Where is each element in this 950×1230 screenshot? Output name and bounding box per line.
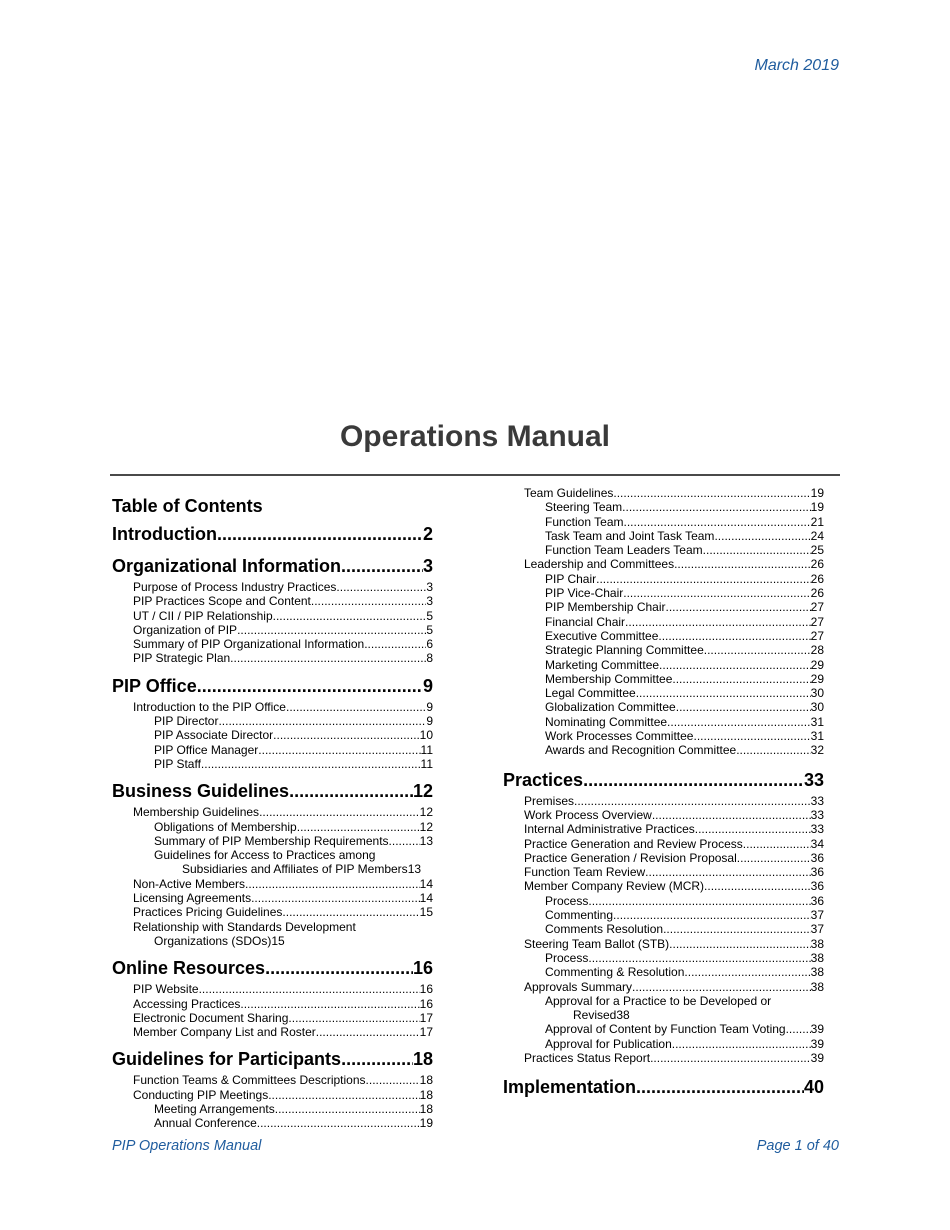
toc-entry[interactable] xyxy=(503,686,824,700)
toc-entry-page: 38 xyxy=(810,936,824,951)
toc-entry[interactable] xyxy=(503,908,824,922)
toc-entry[interactable] xyxy=(112,877,433,891)
toc-entry-page: 26 xyxy=(810,557,824,572)
toc-entry[interactable] xyxy=(503,658,824,672)
toc-entry-title: PIP Director xyxy=(154,714,219,729)
toc-entry-page: 29 xyxy=(810,671,824,686)
toc-leader-dots xyxy=(596,572,811,586)
toc-entry-title: Comments Resolution xyxy=(545,922,664,937)
toc-entry[interactable] xyxy=(112,594,433,608)
toc-entry-title: PIP Staff xyxy=(154,756,201,771)
toc-entry-title: Team Guidelines xyxy=(524,486,614,500)
toc-entry-page: 9 xyxy=(426,699,433,714)
toc-leader-dots xyxy=(667,715,811,729)
toc-section[interactable] xyxy=(112,1047,433,1071)
toc-entry[interactable] xyxy=(503,937,824,951)
toc-entry-page: 27 xyxy=(810,628,824,643)
toc-entry-page: 9 xyxy=(426,714,433,729)
toc-leader-dots xyxy=(672,1037,811,1051)
toc-entry-title: Approvals Summary xyxy=(524,979,633,994)
toc-entry[interactable] xyxy=(112,623,433,637)
toc-entry-page: 18 xyxy=(419,1073,433,1088)
toc-leader-dots xyxy=(693,729,810,743)
toc-entry-page: 39 xyxy=(810,1050,824,1065)
toc-entry-title: Leadership and Committees xyxy=(524,557,675,572)
toc-entry[interactable] xyxy=(112,1102,433,1116)
toc-entry-title: Membership Committee xyxy=(545,671,673,686)
toc-entry-title: Globalization Committee xyxy=(545,700,676,715)
toc-entry-title: Guidelines for Participants xyxy=(112,1049,342,1070)
toc-entry-title: Membership Guidelines xyxy=(133,805,260,820)
toc-entry[interactable] xyxy=(503,715,824,729)
toc-entry-title: Introduction xyxy=(112,524,217,544)
toc-entry-title: Marketing Committee xyxy=(545,657,660,672)
toc-entry[interactable] xyxy=(112,580,433,594)
toc-entry[interactable] xyxy=(503,615,824,629)
toc-entry-page: 33 xyxy=(803,769,824,790)
toc-entry[interactable] xyxy=(112,1073,433,1087)
toc-leader-dots xyxy=(624,515,811,529)
toc-entry-title: Online Resources xyxy=(112,958,266,979)
toc-entry-page: 8 xyxy=(426,651,433,666)
toc-entry[interactable] xyxy=(503,486,824,500)
toc-entry-page: 34 xyxy=(810,836,824,851)
toc-entry[interactable] xyxy=(112,757,433,771)
toc-leader-dots xyxy=(217,522,423,546)
toc-entry-title: Obligations of Membership xyxy=(154,819,297,834)
toc-entry-page: 3 xyxy=(426,594,433,609)
toc-entry-title: Organizational Information xyxy=(112,556,342,576)
toc-entry-title: Task Team and Joint Task Team xyxy=(545,528,715,543)
toc-entry-title: Approval of Content by Function Team Voting xyxy=(545,1022,786,1037)
toc-leader-dots xyxy=(197,674,423,698)
toc-entry-title: PIP Practices Scope and Content xyxy=(133,594,311,609)
toc-entry[interactable] xyxy=(503,851,824,865)
toc-leader-dots xyxy=(218,714,426,728)
toc-entry-page: 37 xyxy=(810,922,824,937)
toc-entry-title: Practices Pricing Guidelines xyxy=(133,905,283,920)
toc-entry[interactable] xyxy=(503,600,824,614)
toc-entry[interactable] xyxy=(503,515,824,529)
toc-entry-page: 12 xyxy=(412,781,433,802)
toc-entry-title: Financial Chair xyxy=(545,614,626,629)
toc-leader-dots xyxy=(336,580,426,594)
toc-entry-title: Approval for Publication xyxy=(545,1036,672,1051)
toc-entry-page: 15 xyxy=(271,933,285,948)
toc-leader-dots xyxy=(672,672,810,686)
toc-entry-title: Function Team Review xyxy=(524,865,646,880)
toc-leader-dots xyxy=(251,891,420,905)
toc-entry[interactable] xyxy=(503,572,824,586)
toc-entry-title: Conducting PIP Meetings xyxy=(133,1087,269,1102)
toc-leader-dots xyxy=(737,851,811,865)
toc-entry-page: 18 xyxy=(412,1049,433,1070)
toc-entry-title: Implementation xyxy=(503,1077,637,1098)
toc-entry-title: Accessing Practices xyxy=(133,996,241,1011)
toc-entry-title: Relationship with Standards Development xyxy=(133,919,356,934)
toc-entry-title: PIP Office xyxy=(112,675,197,696)
toc-entry-title: Strategic Planning Committee xyxy=(545,643,704,658)
toc-entry[interactable] xyxy=(112,714,433,728)
toc-entry-page: 16 xyxy=(419,996,433,1011)
toc-entry-page: 9 xyxy=(422,675,433,696)
toc-leader-dots xyxy=(286,700,426,714)
toc-entry-page: 16 xyxy=(419,982,433,997)
toc-entry-page: 26 xyxy=(810,571,824,586)
toc-entry-title: Meeting Arrangements xyxy=(154,1102,275,1117)
toc-entry[interactable] xyxy=(503,1051,824,1065)
toc-entry[interactable] xyxy=(112,728,433,742)
toc-entry-page: 38 xyxy=(810,965,824,980)
toc-entry[interactable] xyxy=(112,1011,433,1025)
toc-leader-dots xyxy=(245,877,420,891)
toc-entry[interactable] xyxy=(503,965,824,979)
toc-entry[interactable] xyxy=(503,808,824,822)
toc-entry[interactable] xyxy=(503,729,824,743)
toc-entry-page: 37 xyxy=(810,908,824,923)
toc-leader-dots xyxy=(743,837,811,851)
toc-entry[interactable] xyxy=(503,994,824,1023)
toc-left-column xyxy=(112,492,433,1131)
toc-entry-page: 19 xyxy=(810,486,824,500)
toc-leader-dots xyxy=(703,543,811,557)
toc-entry-title: Commenting xyxy=(545,908,614,923)
toc-entry-page: 27 xyxy=(810,614,824,629)
toc-entry-page: 39 xyxy=(810,1022,824,1037)
toc-entry[interactable] xyxy=(112,637,433,651)
toc-entry-page: 30 xyxy=(810,700,824,715)
toc-leader-dots xyxy=(366,1073,420,1087)
toc-leader-dots xyxy=(613,908,811,922)
toc-section[interactable] xyxy=(112,956,433,980)
toc-entry-page: 17 xyxy=(419,1010,433,1025)
toc-entry[interactable] xyxy=(503,743,824,757)
toc-leader-dots xyxy=(230,651,426,665)
toc-entry[interactable] xyxy=(503,1037,824,1051)
toc-section[interactable] xyxy=(503,1075,824,1099)
toc-entry-title: Practices Status Report xyxy=(524,1050,651,1065)
toc-leader-dots xyxy=(632,980,811,994)
toc-entry-page: 11 xyxy=(420,742,433,757)
toc-entry-page: 36 xyxy=(810,850,824,865)
toc-entry[interactable] xyxy=(503,629,824,643)
toc-entry-page: 15 xyxy=(419,905,433,920)
toc-entry-page: 26 xyxy=(810,586,824,601)
toc-entry-title: Function Team xyxy=(545,514,624,529)
toc-entry-title: Practice Generation and Review Process xyxy=(524,836,743,851)
toc-leader-dots xyxy=(676,700,811,714)
toc-entry[interactable] xyxy=(503,543,824,557)
toc-entry-title: Process xyxy=(545,893,589,908)
toc-entry-page: 2 xyxy=(422,524,433,544)
toc-entry-page: 6 xyxy=(426,637,433,652)
toc-entry-title: Non-Active Members xyxy=(133,876,246,891)
toc-leader-dots xyxy=(273,728,419,742)
toc-heading: Table of Contents xyxy=(112,496,263,516)
footer-page-number: Page 1 of 40 xyxy=(756,1138,839,1154)
toc-entry-title-continued: Subsidiaries and Affiliates of PIP Members xyxy=(182,862,408,877)
toc-entry-page: 19 xyxy=(419,1116,433,1131)
toc-entry-title: Internal Administrative Practices xyxy=(524,822,695,837)
toc-entry[interactable] xyxy=(503,865,824,879)
toc-leader-dots xyxy=(669,937,810,951)
toc-leader-dots xyxy=(695,822,811,836)
toc-entry-title: Member Company Review (MCR) xyxy=(524,879,705,894)
toc-section[interactable] xyxy=(112,779,433,803)
toc-entry-title: Organization of PIP xyxy=(133,622,238,637)
toc-leader-dots xyxy=(636,1075,804,1099)
toc-leader-dots xyxy=(258,743,420,757)
toc-entry-title: Member Company List and Roster xyxy=(133,1025,316,1040)
toc-right-column xyxy=(503,486,824,1101)
toc-leader-dots xyxy=(625,615,811,629)
toc-entry-page: 3 xyxy=(426,580,433,594)
toc-leader-dots xyxy=(297,820,420,834)
toc-leader-dots xyxy=(341,1047,413,1071)
toc-entry-title: PIP Website xyxy=(133,982,199,997)
toc-leader-dots xyxy=(265,956,413,980)
toc-leader-dots xyxy=(714,529,810,543)
toc-leader-dots xyxy=(364,637,426,651)
toc-entry[interactable] xyxy=(112,891,433,905)
toc-leader-dots xyxy=(704,643,811,657)
toc-entry[interactable] xyxy=(112,1088,433,1102)
toc-entry-page: 36 xyxy=(810,893,824,908)
toc-entry-page: 39 xyxy=(810,1036,824,1051)
toc-entry-page: 27 xyxy=(810,600,824,615)
toc-entry[interactable] xyxy=(112,1025,433,1039)
toc-leader-dots xyxy=(237,623,426,637)
toc-entry[interactable] xyxy=(112,848,433,877)
toc-leader-dots xyxy=(240,997,419,1011)
toc-entry-title: Steering Team xyxy=(545,500,623,515)
toc-entry-title: Legal Committee xyxy=(545,686,636,701)
toc-leader-dots xyxy=(658,629,810,643)
toc-entry-page: 17 xyxy=(419,1025,433,1040)
toc-entry[interactable] xyxy=(503,1022,824,1036)
toc-entry-title: Summary of PIP Membership Requirements xyxy=(154,833,389,848)
toc-entry-title: Introduction to the PIP Office xyxy=(133,699,286,714)
toc-entry-title: Work Processes Committee xyxy=(545,729,694,744)
toc-entry-title: UT / CII / PIP Relationship xyxy=(133,608,273,623)
toc-entry[interactable] xyxy=(503,879,824,893)
toc-entry-title: Guidelines for Access to Practices among xyxy=(154,848,376,863)
toc-entry-page: 31 xyxy=(810,729,824,744)
toc-leader-dots xyxy=(786,1022,811,1036)
toc-entry-title: Practice Generation / Revision Proposal xyxy=(524,850,737,865)
toc-leader-dots xyxy=(282,905,419,919)
toc-entry-page: 10 xyxy=(419,728,433,743)
title-divider xyxy=(110,474,840,476)
toc-entry-page: 25 xyxy=(810,543,824,558)
toc-leader-dots xyxy=(588,894,810,908)
toc-entry[interactable] xyxy=(503,822,824,836)
toc-entry-title: Licensing Agreements xyxy=(133,891,252,906)
toc-section[interactable] xyxy=(112,522,433,546)
toc-entry[interactable] xyxy=(503,500,824,514)
toc-entry[interactable] xyxy=(503,672,824,686)
toc-leader-dots xyxy=(684,965,810,979)
toc-entry-title: Purpose of Process Industry Practices xyxy=(133,580,337,594)
toc-entry[interactable] xyxy=(503,837,824,851)
toc-entry[interactable] xyxy=(112,920,433,949)
toc-entry-title: Executive Committee xyxy=(545,628,659,643)
toc-entry-title: Process xyxy=(545,950,589,965)
toc-entry-page: 16 xyxy=(412,958,433,979)
toc-leader-dots xyxy=(613,486,810,500)
toc-leader-dots xyxy=(574,794,811,808)
toc-leader-dots xyxy=(636,686,811,700)
toc-entry-title: PIP Membership Chair xyxy=(545,600,666,615)
toc-entry-page: 3 xyxy=(422,556,433,576)
toc-entry-title: PIP Vice-Chair xyxy=(545,586,624,601)
toc-entry-title: Approval for a Practice to be Developed or xyxy=(545,993,772,1008)
toc-entry-page: 21 xyxy=(810,514,824,529)
toc-entry-page: 13 xyxy=(407,862,422,877)
toc-leader-dots xyxy=(663,922,811,936)
toc-leader-dots xyxy=(201,757,421,771)
toc-entry-title: Commenting & Resolution xyxy=(545,965,685,980)
toc-leader-dots xyxy=(273,609,427,623)
toc-entry-page: 14 xyxy=(419,876,433,891)
toc-section[interactable] xyxy=(112,554,433,578)
toc-entry-title: Electronic Document Sharing xyxy=(133,1010,289,1025)
toc-entry-title-continued: Revised xyxy=(573,1008,617,1023)
toc-entry-page: 33 xyxy=(810,822,824,837)
toc-entry[interactable] xyxy=(503,894,824,908)
toc-leader-dots xyxy=(259,805,420,819)
toc-leader-dots xyxy=(674,557,811,571)
toc-leader-dots xyxy=(199,982,420,996)
toc-entry-title: PIP Associate Director xyxy=(154,728,274,743)
toc-leader-dots xyxy=(659,658,811,672)
toc-entry[interactable] xyxy=(503,922,824,936)
toc-entry[interactable] xyxy=(503,700,824,714)
toc-entry-page: 36 xyxy=(810,865,824,880)
toc-entry-title: Function Teams & Committees Descriptions xyxy=(133,1073,366,1088)
toc-entry-title: Summary of PIP Organizational Information xyxy=(133,637,365,652)
toc-entry-page: 18 xyxy=(419,1102,433,1117)
toc-entry-title: Awards and Recognition Committee xyxy=(545,743,737,758)
toc-leader-dots xyxy=(311,594,426,608)
toc-entry[interactable] xyxy=(503,643,824,657)
toc-entry-title: Steering Team Ballot (STB) xyxy=(524,936,670,951)
toc-entry-page: 38 xyxy=(616,1008,630,1023)
toc-entry[interactable] xyxy=(112,1116,433,1130)
toc-entry-page: 31 xyxy=(810,714,824,729)
toc-entry[interactable] xyxy=(503,794,824,808)
toc-entry-title: Practices xyxy=(503,769,584,790)
toc-leader-dots xyxy=(666,600,811,614)
toc-entry-title: Business Guidelines xyxy=(112,781,290,802)
toc-leader-dots xyxy=(268,1088,419,1102)
toc-entry[interactable] xyxy=(112,820,433,834)
toc-entry[interactable] xyxy=(503,557,824,571)
toc-entry-title-continued: Organizations (SDOs) xyxy=(154,933,272,948)
toc-entry-page: 13 xyxy=(419,833,433,848)
toc-leader-dots xyxy=(341,554,423,578)
toc-entry-page: 12 xyxy=(419,819,433,834)
toc-entry-title: Function Team Leaders Team xyxy=(545,543,703,558)
toc-section[interactable] xyxy=(112,674,433,698)
toc-leader-dots xyxy=(650,1051,811,1065)
toc-entry[interactable] xyxy=(112,905,433,919)
toc-leader-dots xyxy=(583,768,804,792)
toc-entry-title: Work Process Overview xyxy=(524,807,652,822)
toc-entry-title: Premises xyxy=(524,793,575,808)
toc-leader-dots xyxy=(736,743,810,757)
toc-entry-page: 5 xyxy=(426,608,433,623)
toc-entry[interactable] xyxy=(503,951,824,965)
toc-entry-title: Annual Conference xyxy=(154,1116,257,1131)
toc-entry[interactable] xyxy=(112,743,433,757)
toc-entry-title: PIP Chair xyxy=(545,571,597,586)
toc-entry-page: 36 xyxy=(810,879,824,894)
toc-entry-page: 14 xyxy=(419,891,433,906)
toc-entry-title: PIP Strategic Plan xyxy=(133,651,231,666)
toc-leader-dots xyxy=(645,865,810,879)
toc-leader-dots xyxy=(289,779,413,803)
toc-entry-page: 12 xyxy=(419,805,433,820)
toc-entry-page: 33 xyxy=(810,807,824,822)
toc-entry[interactable] xyxy=(112,834,433,848)
toc-leader-dots xyxy=(389,834,420,848)
toc-entry[interactable] xyxy=(112,982,433,996)
toc-entry-page: 11 xyxy=(420,756,433,771)
toc-leader-dots xyxy=(316,1025,420,1039)
toc-entry-title: Nominating Committee xyxy=(545,714,668,729)
toc-leader-dots xyxy=(623,586,810,600)
toc-entry[interactable] xyxy=(112,700,433,714)
toc-leader-dots xyxy=(257,1116,420,1130)
toc-leader-dots xyxy=(275,1102,420,1116)
toc-entry-page: 30 xyxy=(810,686,824,701)
toc-leader-dots xyxy=(652,808,811,822)
toc-entry-page: 5 xyxy=(426,622,433,637)
toc-entry[interactable] xyxy=(503,980,824,994)
toc-entry[interactable] xyxy=(503,529,824,543)
toc-entry-page: 29 xyxy=(810,657,824,672)
toc-entry[interactable] xyxy=(112,609,433,623)
toc-entry-page: 33 xyxy=(810,793,824,808)
toc-entry-page: 24 xyxy=(810,528,824,543)
toc-entry-page: 38 xyxy=(810,979,824,994)
toc-entry-page: 28 xyxy=(810,643,824,658)
toc-entry-page: 38 xyxy=(810,950,824,965)
toc-entry-page: 19 xyxy=(810,500,824,515)
toc-leader-dots xyxy=(288,1011,419,1025)
document-title: Operations Manual xyxy=(339,420,611,453)
toc-entry-page: 18 xyxy=(419,1087,433,1102)
toc-entry[interactable] xyxy=(112,805,433,819)
toc-leader-dots xyxy=(588,951,810,965)
header-date: March 2019 xyxy=(754,57,839,74)
toc-entry[interactable] xyxy=(112,651,433,665)
toc-entry-title: PIP Office Manager xyxy=(154,742,259,757)
toc-leader-dots xyxy=(704,879,811,893)
toc-leader-dots xyxy=(622,500,810,514)
toc-entry[interactable] xyxy=(503,586,824,600)
toc-entry-page: 40 xyxy=(803,1077,824,1098)
toc-entry[interactable] xyxy=(112,997,433,1011)
toc-entry-page: 32 xyxy=(810,743,824,758)
toc-section[interactable] xyxy=(503,768,824,792)
footer-title: PIP Operations Manual xyxy=(112,1138,262,1154)
